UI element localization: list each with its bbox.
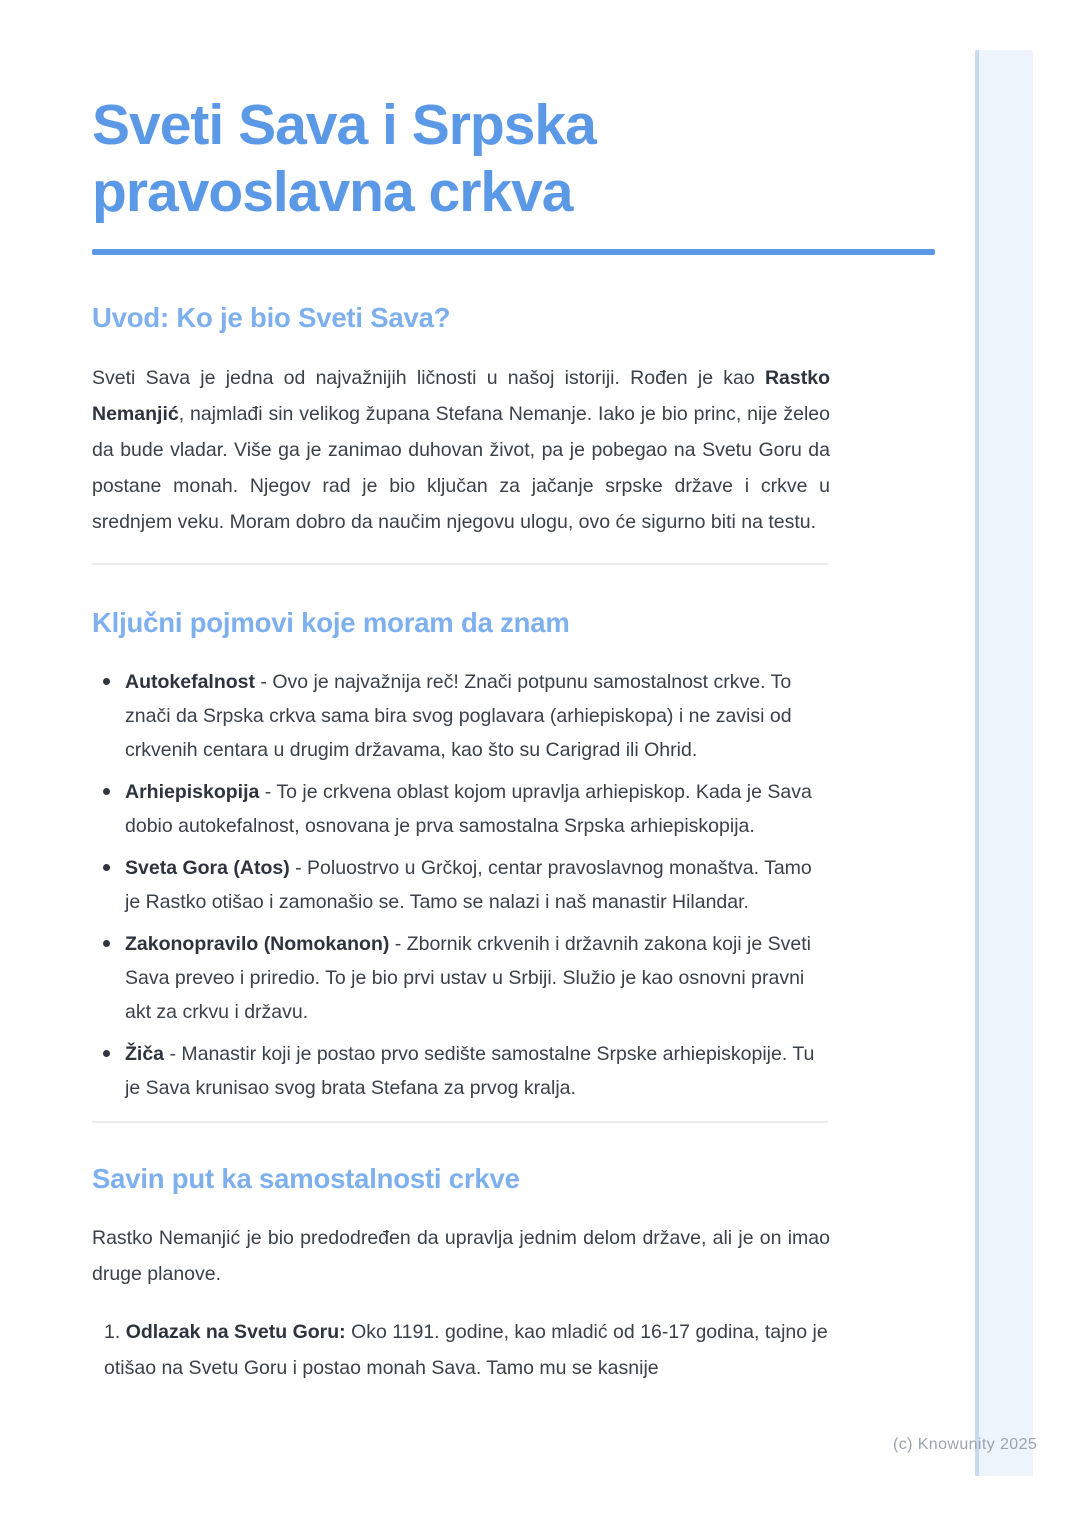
intro-text-before: Sveti Sava je jedna od najvažnijih ličnosti u našoj istoriji. Rođen je kao xyxy=(92,367,765,389)
term-description: Manastir koji je postao prvo sedište samostalne Srpske arhiepiskopije. Tu je Sava krunisao svog brata Stefana za prvog kralja. xyxy=(125,1043,815,1099)
term-separator: - xyxy=(164,1043,182,1065)
section-heading-journey: Savin put ka samostalnosti crkve xyxy=(92,1163,520,1194)
watermark: (c) Knowunity 2025 xyxy=(893,1436,1038,1453)
page-title: Sveti Sava i Srpska pravoslavna crkva xyxy=(92,93,596,224)
term-label: Sveta Gora (Atos) xyxy=(125,857,290,879)
intro-paragraph xyxy=(92,360,830,540)
term-separator: - xyxy=(289,857,308,879)
step-number: 1. xyxy=(104,1321,121,1343)
term-separator: - xyxy=(259,781,277,803)
list-item xyxy=(92,927,825,1029)
term-separator: - xyxy=(389,933,407,955)
section-heading-key-terms: Ključni pojmovi koje moram da znam xyxy=(92,607,570,638)
list-item xyxy=(92,1037,825,1105)
term-label: Arhiepiskopija xyxy=(125,781,260,803)
term-description: Zbornik crkvenih i državnih zakona koji je Sveti Sava preveo i priredio. To je bio prvi ustav u Srbiji. Služio je kao osnovni pravni akt za crkvu i državu. xyxy=(125,933,811,1023)
journey-paragraph: Rastko Nemanjić je bio predodređen da upravlja jednim delom države, ali je on imao druge planove. xyxy=(92,1227,830,1285)
term-label: Zakonopravilo (Nomokanon) xyxy=(125,933,390,955)
term-description: To je crkvena oblast kojom upravlja arhiepiskop. Kada je Sava dobio autokefalnost, osnovana je prva samostalna Srpska arhiepiskopija. xyxy=(125,781,812,837)
list-item xyxy=(92,851,825,919)
term-label: Žiča xyxy=(125,1043,165,1065)
term-description: Poluostrvo u Grčkoj, centar pravoslavnog monaštva. Tamo je Rastko otišao i zamonašio se. Tamo se nalazi i naš manastir Hilandar. xyxy=(125,857,812,913)
journey-steps-list xyxy=(92,1314,830,1386)
list-item xyxy=(92,775,825,843)
page-edge-strip xyxy=(975,50,1033,1476)
document-content xyxy=(92,0,937,1386)
section-divider xyxy=(92,1121,828,1123)
key-terms-list xyxy=(92,665,825,1105)
step-description: Oko 1191. godine, kao mladić od 16-17 godina, tajno je otišao na Svetu Goru i postao monah Sava. Tamo mu se kasnije xyxy=(104,1321,828,1379)
list-item xyxy=(92,665,825,767)
intro-text-after: , najmlađi sin velikog župana Stefana Nemanje. Iako je bio princ, nije želeo da bude vladar. Više ga je zanimao duhovan život, pa je pobegao na Svetu Goru da postane monah. Njegov rad je bio ključan za jačanje srpske države i crkve u srednjem veku. Moram dobro da naučim njegovu ulogu, ovo će sigurno biti na testu. xyxy=(92,403,830,533)
step-title: Odlazak na Svetu Goru: xyxy=(125,1321,346,1343)
term-description: Ovo je najvažnija reč! Znači potpunu samostalnost crkve. To znači da Srpska crkva sama bira svog poglavara (arhiepiskopa) i ne zavisi od crkvenih centara u drugim državama, kao što su Carigrad ili Ohrid. xyxy=(125,671,792,761)
term-label: Autokefalnost xyxy=(125,671,256,693)
term-separator: - xyxy=(255,671,273,693)
intro-bold-name: Rastko Nemanjić xyxy=(92,367,830,425)
numbered-list-item xyxy=(104,1314,830,1386)
title-rule xyxy=(92,249,935,255)
section-heading-intro: Uvod: Ko je bio Sveti Sava? xyxy=(92,302,451,333)
section-divider xyxy=(92,563,828,565)
